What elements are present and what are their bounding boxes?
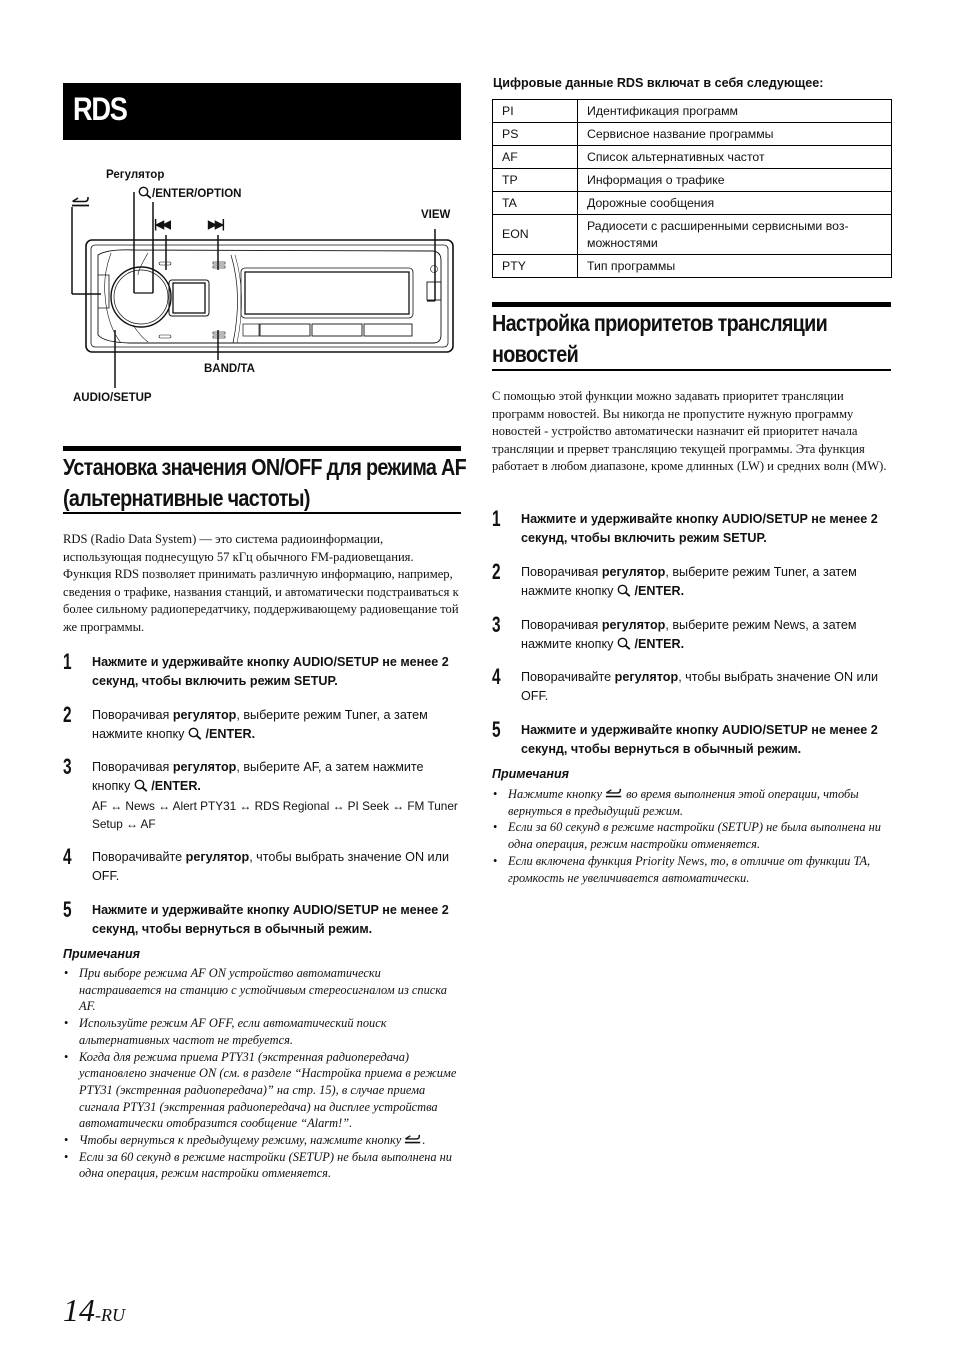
search-icon xyxy=(134,779,148,792)
section-rule-top xyxy=(492,302,891,307)
note-item: • Чтобы вернуться к предыдущему режиму, нажмите кнопку . xyxy=(63,1132,463,1149)
back-icon xyxy=(404,1133,422,1144)
note-item: • Если включена функция Priority News, то, в отличие от функции TA, громкость не увеличивается автоматически. xyxy=(492,853,894,886)
note-item: • Если за 60 секунд в режиме настройки (SETUP) не была выполнена ни одна операция, режим настройки отменяется. xyxy=(492,819,894,852)
page-title: RDS xyxy=(73,91,127,127)
label-prev-track: |◀◀ xyxy=(154,219,169,231)
back-icon xyxy=(71,195,91,207)
section-heading-news: Настройка приоритетов трансляции новостей xyxy=(492,310,828,367)
search-icon xyxy=(617,637,631,650)
search-icon xyxy=(188,727,202,740)
news-intro-paragraph: С помощью этой функции можно задавать приоритет трансляции программ новостей. Вы никогда не пропустите нужную программу новостей - устройство автоматически назначит ей приоритет начала трансляции и прервет трансляцию текущей программы. Эта функция работает в любом диапазоне, кроме длинных (LW) и средних волн (MW). xyxy=(492,389,887,474)
search-icon xyxy=(617,584,631,597)
af-menu-sequence: AF ↔ News ↔ Alert PTY31 ↔ RDS Regional ↔ PI Seek ↔ FM Tuner Setup ↔ AF xyxy=(92,799,458,831)
label-audio-setup: AUDIO/SETUP xyxy=(73,392,152,404)
label-view: VIEW xyxy=(421,209,451,221)
label-knob: Регулятор xyxy=(106,169,165,181)
af-notes-list xyxy=(63,965,463,1182)
table-row: TA Дорожные сообщения xyxy=(493,192,892,215)
section-rule-bottom xyxy=(492,369,891,371)
page-title-bar xyxy=(63,83,461,140)
back-icon xyxy=(605,787,623,798)
note-item: • Нажмите кнопку во время выполнения этой операции, чтобы вернуться в предыдущий режим. xyxy=(492,786,894,819)
section-rule-bottom xyxy=(63,512,461,514)
af-intro-paragraph: RDS (Radio Data System) — это система радиоинформации, использующая поднесущую 57 кГц обычного FM-радиовещания. Функция RDS позволяет принимать различную информацию, например, сведения о трафике, названия станций, и автоматически подстраиваться к более сильному радиопередатчику, поддерживающему радиовещание той же программы. xyxy=(63,532,459,634)
label-next-track: ▶▶| xyxy=(208,219,223,231)
news-notes-list xyxy=(492,786,894,886)
note-item: • Если за 60 секунд в режиме настройки (SETUP) не была выполнена ни одна операция, режим настройки отменяется. xyxy=(63,1149,463,1182)
device-diagram xyxy=(63,165,463,410)
search-icon xyxy=(138,186,152,199)
section-heading-af: Установка значения ON/OFF для режима AF (альтернативные частоты) xyxy=(63,454,467,511)
label-enter-option: /ENTER/OPTION xyxy=(138,186,241,200)
rds-data-table xyxy=(492,99,892,278)
table-row: PTY Тип программы xyxy=(493,255,892,278)
note-item: • При выборе режима AF ON устройство автоматически настраивается на станцию с устойчивым стереосигналом из списка AF. xyxy=(63,965,463,1015)
af-notes-title: Примечания xyxy=(63,947,140,961)
page-number: 14-RU xyxy=(63,1292,125,1328)
note-item: • Используйте режим AF OFF, если автоматический поиск альтернативных частот не требуется. xyxy=(63,1015,463,1048)
table-row: TP Информация о трафике xyxy=(493,169,892,192)
car-stereo-illustration xyxy=(63,165,463,410)
table-row: EON Радиосети с расширенными сервисными воз-можностями xyxy=(493,215,892,255)
section-rule-top xyxy=(63,446,461,451)
table-row: AF Список альтернативных частот xyxy=(493,146,892,169)
table-row: PS Сервисное название программы xyxy=(493,123,892,146)
note-item: • Когда для режима приема PTY31 (экстренная радиопередача) установлено значение ON (см. в разделе “Настройка приема в режиме PTY31 (экстренная радиопередача)” на стр. 15), в случае приема сигнала PTY31 (экстренная радиопередача) на дисплее устройства автоматически отобразится сообщение “Alarm!”. xyxy=(63,1049,463,1133)
news-notes-title: Примечания xyxy=(492,767,569,781)
label-band-ta: BAND/TA xyxy=(204,363,255,375)
table-row: PI Идентификация программ xyxy=(493,100,892,123)
rds-table-caption: Цифровые данные RDS включат в себя следующее: xyxy=(493,76,824,90)
